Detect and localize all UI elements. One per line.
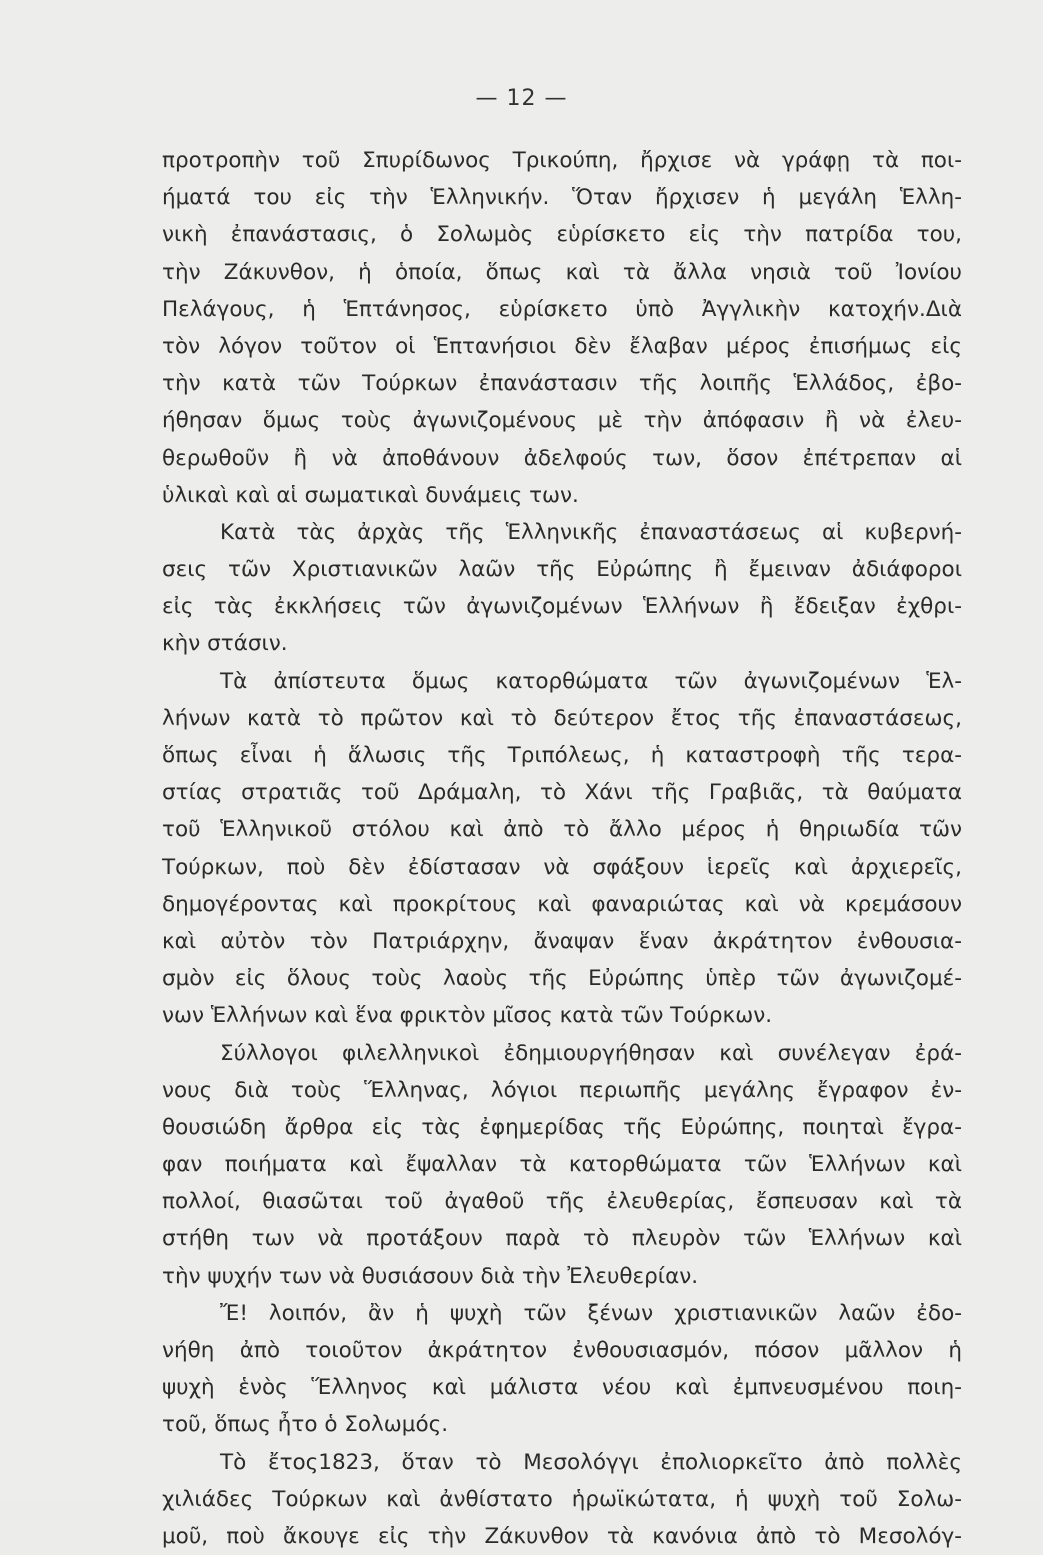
text-line: προτροπὴν τοῦ Σπυρίδωνος Τρικούπη, ἤρχισε νὰ γράφῃ τὰ ποι-: [162, 148, 962, 173]
text-line: στήθη των νὰ προτάξουν παρὰ τὸ πλευρὸν τῶν Ἑλλήνων καὶ: [162, 1226, 962, 1252]
text-line: χιλιάδες Τούρκων καὶ ἀνθίστατο ἡρωϊκώτατα, ἡ ψυχὴ τοῦ Σολω-: [162, 1486, 962, 1512]
text-line: δημογέροντας καὶ προκρίτους καὶ φαναριώτας καὶ νὰ κρεμάσουν: [162, 891, 962, 917]
text-line: ὅπως εἶναι ἡ ἅλωσις τῆς Τριπόλεως, ἡ καταστροφὴ τῆς τερα-: [162, 743, 962, 768]
text-line: Τὸ ἔτος1823, ὅταν τὸ Μεσολόγγι ἐπολιορκεῖτο ἀπὸ πολλὲς: [220, 1449, 962, 1475]
text-line: καὶ αὐτὸν τὸν Πατριάρχην, ἄναψαν ἕναν ἀκράτητον ἐνθουσια-: [162, 928, 962, 954]
text-line: λήνων κατὰ τὸ πρῶτον καὶ τὸ δεύτερον ἔτος τῆς ἐπαναστάσεως,: [162, 705, 962, 731]
text-line: Τούρκων, ποὺ δὲν ἐδίστασαν νὰ σφάξουν ἱερεῖς καὶ ἀρχιερεῖς,: [162, 854, 962, 880]
text-line: Ἔ! λοιπόν, ἂν ἡ ψυχὴ τῶν ξένων χριστιανικῶν λαῶν ἐδο-: [220, 1300, 962, 1326]
text-line: εἰς τὰς ἐκκλήσεις τῶν ἀγωνιζομένων Ἑλλήνων ἢ ἔδειξαν ἐχθρι-: [162, 594, 962, 620]
text-line: φαν ποιήματα καὶ ἔψαλλαν τὰ κατορθώματα τῶν Ἑλλήνων καὶ: [162, 1152, 962, 1178]
text-line: Τὰ ἀπίστευτα ὅμως κατορθώματα τῶν ἀγωνιζομένων Ἑλ-: [220, 668, 962, 694]
text-line: ψυχὴ ἑνὸς Ἕλληνος καὶ μάλιστα νέου καὶ ἐμπνευσμένου ποιη-: [162, 1375, 962, 1401]
text-line: ὑλικαὶ καὶ αἱ σωματικαὶ δυνάμεις των.: [162, 482, 579, 508]
text-line: τὸν λόγον τοῦτον οἱ Ἑπτανήσιοι δὲν ἔλαβαν μέρος ἐπισήμως εἰς: [162, 333, 962, 359]
text-line: στίας στρατιᾶς τοῦ Δράμαλη, τὸ Χάνι τῆς Γραβιᾶς, τὰ θαύματα: [162, 780, 962, 806]
text-line: νων Ἑλλήνων καὶ ἕνα φρικτὸν μῖσος κατὰ τῶν Τούρκων.: [162, 1003, 773, 1029]
text-line: σμὸν εἰς ὅλους τοὺς λαοὺς τῆς Εὐρώπης ὑπὲρ τῶν ἀγωνιζομέ-: [162, 966, 962, 992]
text-line: τὴν κατὰ τῶν Τούρκων ἐπανάστασιν τῆς λοιπῆς Ἑλλάδος, ἐβο-: [162, 371, 962, 397]
text-line: τοῦ Ἑλληνικοῦ στόλου καὶ ἀπὸ τὸ ἄλλο μέρος ἡ θηριωδία τῶν: [162, 817, 962, 843]
text-line: νικὴ ἐπανάστασις, ὁ Σολωμὸς εὑρίσκετο εἰς τὴν πατρίδα του,: [162, 222, 962, 248]
text-line: σεις τῶν Χριστιανικῶν λαῶν τῆς Εὐρώπης ἢ ἔμειναν ἀδιάφοροι: [162, 557, 962, 583]
text-line: θερωθοῦν ἢ νὰ ἀποθάνουν ἀδελφούς των, ὅσον ἐπέτρεπαν αἱ: [162, 445, 962, 471]
text-line: κὴν στάσιν.: [162, 631, 288, 657]
text-line: θουσιώδη ἄρθρα εἰς τὰς ἐφημερίδας τῆς Εὐρώπης, ποιηταὶ ἔγρα-: [162, 1114, 962, 1140]
text-line: Σύλλογοι φιλελληνικοὶ ἐδημιουργήθησαν καὶ συνέλεγαν ἐρά-: [220, 1040, 962, 1066]
text-line: μοῦ, ποὺ ἄκουγε εἰς τὴν Ζάκυνθον τὰ κανόνια ἀπὸ τὸ Μεσολόγ-: [162, 1523, 962, 1549]
page-number: — 12 —: [475, 86, 568, 111]
text-line: ήθησαν ὅμως τοὺς ἀγωνιζομένους μὲ τὴν ἀπόφασιν ἢ νὰ ἐλευ-: [162, 408, 962, 434]
text-line: Πελάγους, ἡ Ἑπτάνησος, εὑρίσκετο ὑπὸ Ἀγγλικὴν κατοχήν.Διὰ: [162, 296, 962, 322]
text-line: πολλοί, θιασῶται τοῦ ἀγαθοῦ τῆς ἐλευθερίας, ἔσπευσαν καὶ τὰ: [162, 1189, 962, 1215]
text-line: Κατὰ τὰς ἀρχὰς τῆς Ἑλληνικῆς ἐπαναστάσεως αἱ κυβερνή-: [220, 519, 962, 545]
text-line: τὴν Ζάκυνθον, ἡ ὁποία, ὅπως καὶ τὰ ἄλλα νησιὰ τοῦ Ἰονίου: [162, 259, 962, 285]
text-line: τὴν ψυχήν των νὰ θυσιάσουν διὰ τὴν Ἐλευθερίαν.: [162, 1263, 699, 1289]
text-line: νήθη ἀπὸ τοιοῦτον ἀκράτητον ἐνθουσιασμόν, πόσον μᾶλλον ἡ: [162, 1338, 962, 1363]
text-line: τοῦ, ὅπως ἦτο ὁ Σολωμός.: [162, 1412, 449, 1438]
text-line: νους διὰ τοὺς Ἕλληνας, λόγιοι περιωπῆς μεγάλης ἔγραφον ἐν-: [162, 1077, 962, 1103]
body-text: [162, 142, 962, 1555]
text-line: ήματά του εἰς τὴν Ἑλληνικήν. Ὅταν ἤρχισεν ἡ μεγάλη Ἑλλη-: [162, 185, 962, 211]
